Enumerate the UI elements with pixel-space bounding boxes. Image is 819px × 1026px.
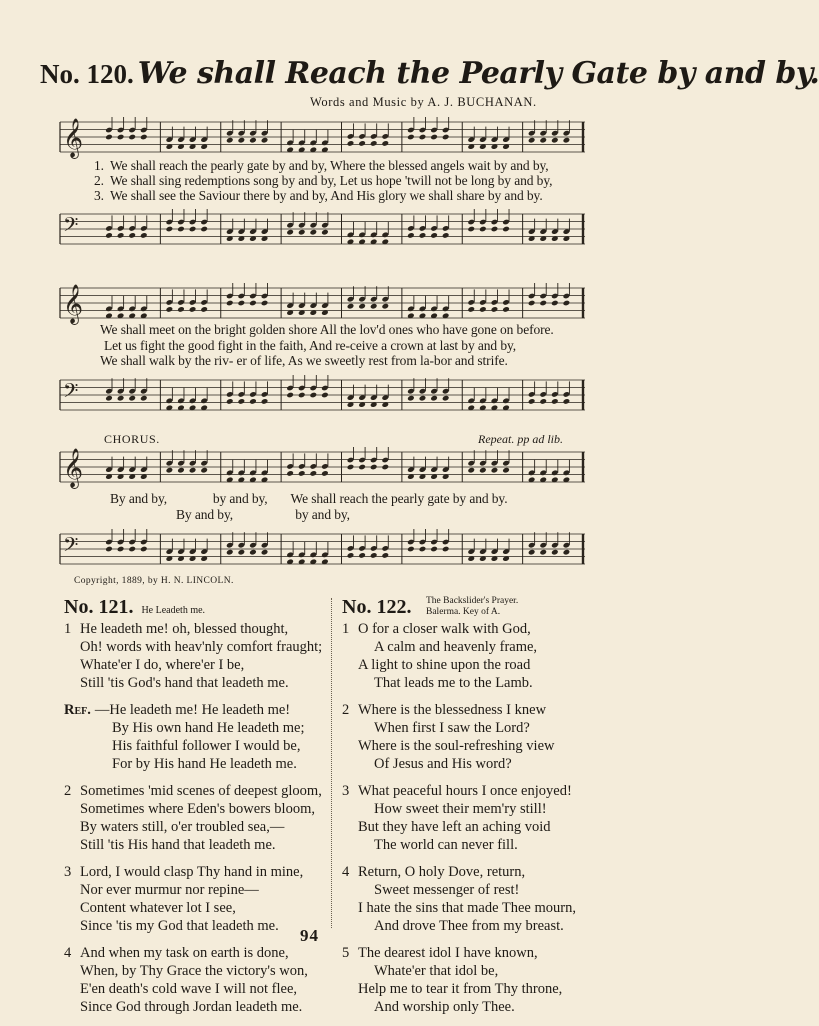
stanza-text: Of Jesus and His word? <box>374 756 512 772</box>
verse-line-2-2: Let us fight the good fight in the faith, And re-ceive a crown at last by and by, <box>104 338 517 353</box>
bass-clef-icon: 𝄢 <box>63 379 79 407</box>
stanza-line <box>342 675 602 693</box>
verse-line-1-3: 3. We shall see the Saviour there by and by, And His glory we shall share by and by. <box>94 188 543 203</box>
hymn-122-subtitle: The Backslider's Prayer. <box>426 596 519 606</box>
stanza-text: By His own hand He leadeth me; <box>112 720 305 736</box>
staff-treble-chorus <box>60 446 585 488</box>
stanza-text: Where is the blessedness I knew <box>358 702 547 718</box>
stanza-line <box>64 918 326 936</box>
stanza-text: Oh! words with heav'nly comfort fraught; <box>80 639 323 655</box>
stanza-text: And worship only Thee. <box>374 999 515 1015</box>
stanza-line <box>64 981 326 999</box>
staff-bass-chorus <box>60 528 585 570</box>
page-number: 94 <box>300 926 319 945</box>
stanza-text: Whate'er that idol be, <box>374 963 499 979</box>
stanza-text: A light to shine upon the road <box>358 657 531 673</box>
stanza-text: Content whatever lot I see, <box>80 900 236 916</box>
stanza-line <box>64 738 326 756</box>
verse-line-2-3: We shall walk by the riv- er of life, As we sweetly rest from la-bor and strife. <box>100 353 508 368</box>
stanza-line <box>342 621 602 639</box>
stanza-line <box>342 981 602 999</box>
hymn122-stanza <box>342 864 602 936</box>
stanza-text: Where is the soul-refreshing view <box>358 738 555 754</box>
stanza-line <box>342 837 602 855</box>
stanza-number: 2 <box>342 702 350 718</box>
hymn122-stanza <box>342 783 602 855</box>
stanza-line <box>64 963 326 981</box>
stanza-line <box>342 738 602 756</box>
hymn-122-heading <box>342 596 602 620</box>
stanza-line <box>342 702 602 720</box>
stanza-line <box>64 720 326 738</box>
stanza-text: His faithful follower I would be, <box>112 738 301 754</box>
stanza-text: By waters still, o'er troubled sea,— <box>80 819 285 835</box>
hymn-120-title: We shall Reach the Pearly Gate by and by. <box>137 56 819 91</box>
stanza-line <box>64 945 326 963</box>
hymn121-stanza <box>64 783 326 855</box>
hymn121-stanza <box>64 864 326 936</box>
stanza-line <box>342 639 602 657</box>
stanza-line <box>64 657 326 675</box>
hymn-121-number: No. 121. <box>64 596 134 618</box>
stanza-text: Whate'er I do, where'er I be, <box>80 657 245 673</box>
hymn122-stanza <box>342 621 602 693</box>
stanza-line <box>64 999 326 1017</box>
stanza-text: Sometimes 'mid scenes of deepest gloom, <box>80 783 322 799</box>
stanza-text: Since 'tis my God that leadeth me. <box>80 918 279 934</box>
stanza-number: 3 <box>342 783 350 799</box>
stanza-line <box>342 801 602 819</box>
stanza-line <box>342 999 602 1017</box>
stanza-line <box>64 864 326 882</box>
staff-treble-2 <box>60 282 585 324</box>
stanza-text: Lord, I would clasp Thy hand in mine, <box>80 864 304 880</box>
stanza-line <box>342 720 602 738</box>
stanza-text: Nor ever murmur nor repine— <box>80 882 259 898</box>
stanza-line <box>342 657 602 675</box>
stanza-line <box>342 918 602 936</box>
stanza-text: For by His hand He leadeth me. <box>112 756 297 772</box>
stanza-number: 4 <box>342 864 350 880</box>
stanza-text: Sweet messenger of rest! <box>374 882 520 898</box>
hymn122-stanza <box>342 945 602 1017</box>
hymn-121 <box>64 596 326 1026</box>
hymn121-stanza <box>64 945 326 1017</box>
stanza-line <box>64 783 326 801</box>
staff-bass-2 <box>60 374 585 416</box>
stanza-text: Return, O holy Dove, return, <box>358 864 526 880</box>
stanza-line <box>64 675 326 693</box>
hymn-122-number: No. 122. <box>342 596 412 618</box>
stanza-text: O for a closer walk with God, <box>358 621 531 637</box>
bass-clef-icon: 𝄢 <box>63 213 79 241</box>
verse-line-1-1: 1. We shall reach the pearly gate by and by, Where the blessed angels wait by and by, <box>94 158 549 173</box>
stanza-text: The dearest idol I have known, <box>358 945 538 961</box>
stanza-text: How sweet their mem'ry still! <box>374 801 547 817</box>
stanza-line <box>342 963 602 981</box>
hymn-122 <box>342 596 602 1026</box>
stanza-text: Since God through Jordan leadeth me. <box>80 999 303 1015</box>
stanza-text: When, by Thy Grace the victory's won, <box>80 963 308 979</box>
stanza-text: When first I saw the Lord? <box>374 720 530 736</box>
stanza-line <box>342 882 602 900</box>
stanza-line <box>64 621 326 639</box>
repeat-direction: Repeat. pp ad lib. <box>478 432 563 446</box>
stanza-line <box>64 756 326 774</box>
stanza-text: What peaceful hours I once enjoyed! <box>358 783 572 799</box>
hymn-120-heading <box>40 56 819 91</box>
staff-bass-1 <box>60 208 585 250</box>
stanza-line <box>342 864 602 882</box>
hymn122-stanza <box>342 702 602 774</box>
stanza-line <box>64 639 326 657</box>
stanza-text: He leadeth me! oh, blessed thought, <box>80 621 289 637</box>
stanza-text: He leadeth me! He leadeth me! <box>109 702 291 718</box>
hymn-121-subtitle: He Leadeth me. <box>141 605 206 616</box>
stanza-line <box>64 801 326 819</box>
stanza-line <box>64 882 326 900</box>
stanza-text: Still 'tis God's hand that leadeth me. <box>80 675 289 691</box>
staff-treble-1 <box>60 116 585 158</box>
stanza-text: Help me to tear it from Thy throne, <box>358 981 563 997</box>
hymn-121-heading <box>64 596 326 620</box>
hymn-120-credit: Words and Music by A. J. BUCHANAN. <box>310 95 537 109</box>
stanza-text: And drove Thee from my breast. <box>374 918 564 934</box>
verse-line-2-1: We shall meet on the bright golden shore All the lov'd ones who have gone on before. <box>100 322 554 337</box>
hymn121-stanza <box>64 702 326 774</box>
stanza-number: 1 <box>342 621 350 637</box>
stanza-line <box>342 819 602 837</box>
stanza-text: Still 'tis His hand that leadeth me. <box>80 837 276 853</box>
bass-clef-icon: 𝄢 <box>63 533 79 561</box>
stanza-line <box>64 819 326 837</box>
hymn121-stanza <box>64 621 326 693</box>
stanza-text: That leads me to the Lamb. <box>374 675 533 691</box>
stanza-text: A calm and heavenly frame, <box>374 639 538 655</box>
chorus-label: CHORUS. <box>104 432 160 446</box>
verse-line-1-2: 2. We shall sing redemptions song by and by, Let us hope 'twill not be long by and by, <box>94 173 553 188</box>
stanza-line <box>64 837 326 855</box>
chorus-line-1: By and by, by and by, We shall reach the pearly gate by and by. <box>110 491 508 506</box>
stanza-number: 2 <box>64 783 72 799</box>
stanza-number: 1 <box>64 621 72 637</box>
stanza-text: The world can never fill. <box>374 837 518 853</box>
hymn-120-number: No. 120. <box>40 59 134 89</box>
stanza-number: 4 <box>64 945 72 961</box>
treble-clef-icon: 𝄞 <box>63 284 84 324</box>
stanza-line <box>342 783 602 801</box>
stanza-number: Ref. <box>64 702 91 718</box>
stanza-line: Ref. —He leadeth me! He leadeth me! <box>64 702 291 718</box>
column-divider <box>331 598 332 928</box>
stanza-line <box>342 900 602 918</box>
stanza-number: 5 <box>342 945 350 961</box>
stanza-line <box>342 756 602 774</box>
stanza-text: I hate the sins that made Thee mourn, <box>358 900 576 916</box>
stanza-text: And when my task on earth is done, <box>80 945 289 961</box>
stanza-number: 3 <box>64 864 72 880</box>
treble-clef-icon: 𝄞 <box>63 448 84 488</box>
stanza-text: But they have left an aching void <box>358 819 551 835</box>
stanza-text: Sometimes where Eden's bowers bloom, <box>80 801 315 817</box>
hymn-122-tune: Balerma. Key of A. <box>426 607 501 617</box>
hymn-121-stanzas <box>64 621 326 1017</box>
hymn-122-stanzas <box>342 621 602 1017</box>
treble-clef-icon: 𝄞 <box>63 118 84 158</box>
stanza-line <box>64 900 326 918</box>
chorus-line-2: By and by, by and by, <box>176 507 350 522</box>
copyright-notice: Copyright, 1889, by H. N. LINCOLN. <box>74 576 234 586</box>
stanza-text: E'en death's cold wave I will not flee, <box>80 981 298 997</box>
stanza-line <box>342 945 602 963</box>
